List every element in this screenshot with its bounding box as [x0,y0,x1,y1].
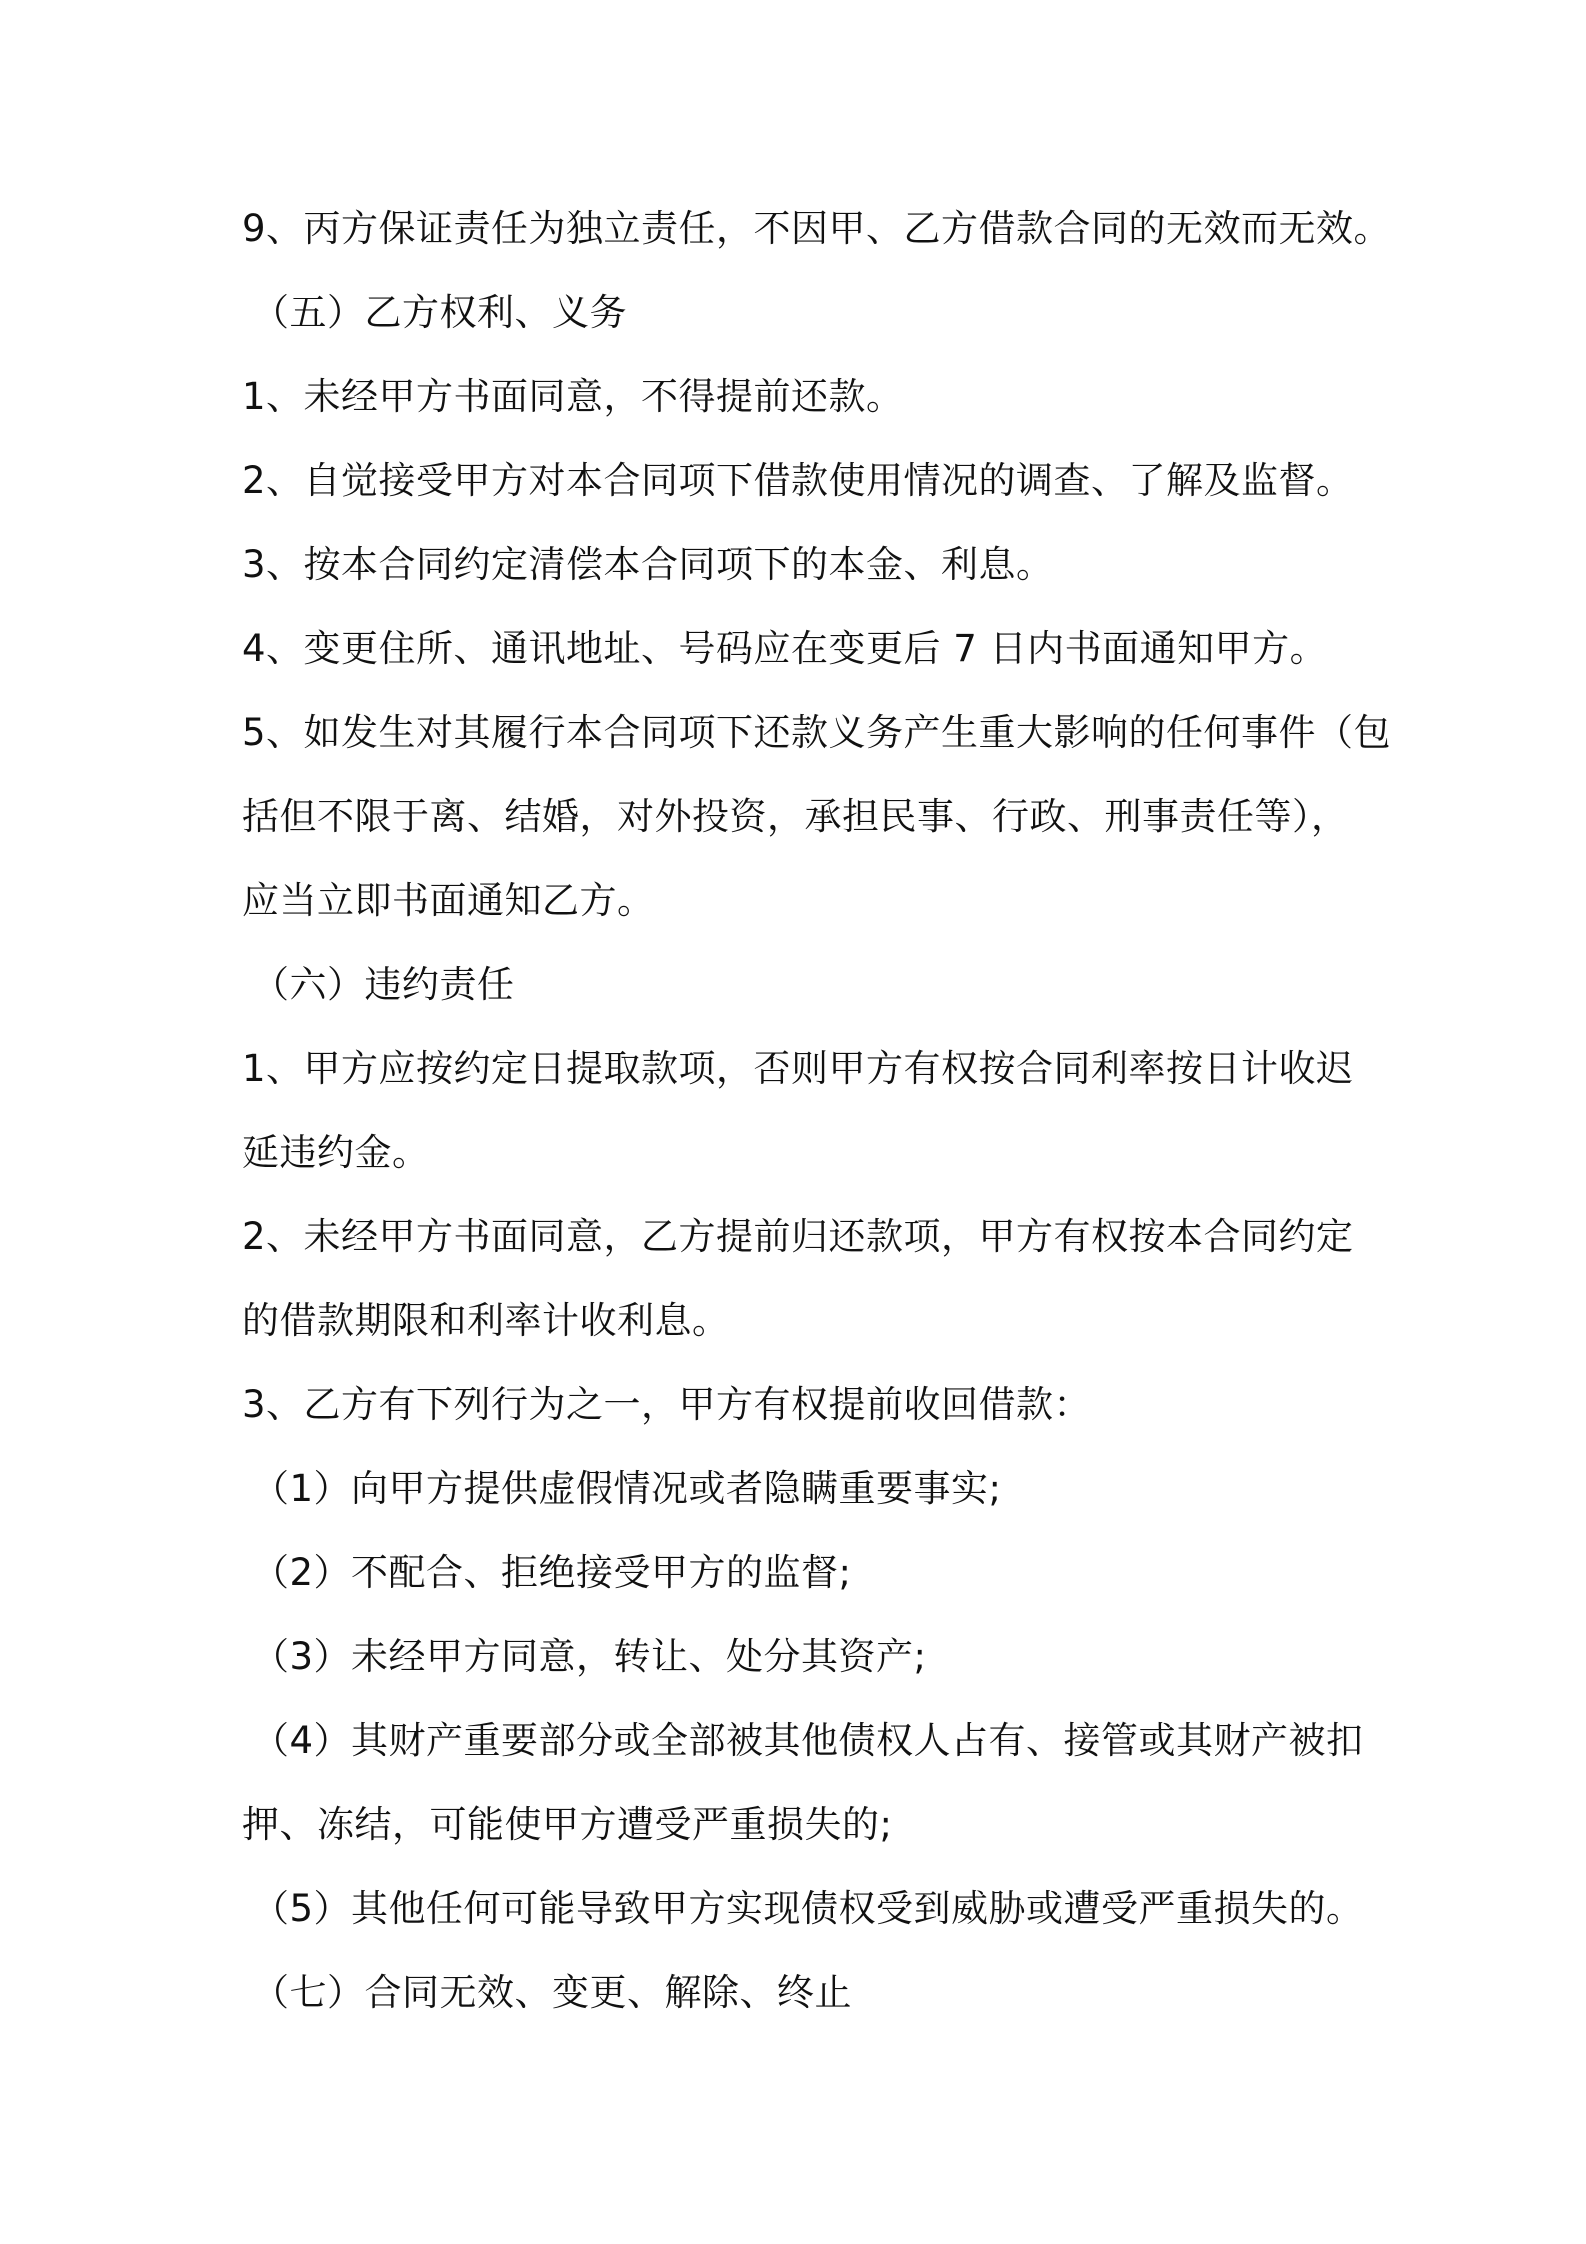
clause-6-1-line-2: 延违约金。 [242,1131,430,1174]
clause-5-5-line-1: 5、如发生对其履行本合同项下还款义务产生重大影响的任何事件（包 [242,711,1392,754]
clause-6-3-item-3: （3）未经甲方同意，转让、处分其资产; [252,1635,927,1678]
clause-9-guarantee-independent: 9、丙方保证责任为独立责任，不因甲、乙方借款合同的无效而无效。 [242,207,1392,250]
clause-6-3-item-5: （5）其他任何可能导致甲方实现债权受到威胁或遭受严重损失的。 [252,1887,1364,1930]
clause-5-4: 4、变更住所、通讯地址、号码应在变更后 7 日内书面通知甲方。 [242,627,1328,670]
clause-6-3-item-4-line-1: （4）其财产重要部分或全部被其他债权人占有、接管或其财产被扣 [252,1719,1364,1762]
clause-5-2: 2、自觉接受甲方对本合同项下借款使用情况的调查、了解及监督。 [242,459,1354,502]
section-5-heading: （五）乙方权利、义务 [252,291,627,334]
clause-6-3: 3、乙方有下列行为之一，甲方有权提前收回借款： [242,1383,1092,1426]
clause-5-1: 1、未经甲方书面同意，不得提前还款。 [242,375,904,418]
clause-6-3-item-4-line-2: 押、冻结，可能使甲方遭受严重损失的; [242,1803,893,1846]
clause-6-1-line-1: 1、甲方应按约定日提取款项，否则甲方有权按合同利率按日计收迟 [242,1047,1354,1090]
section-6-heading: （六）违约责任 [252,963,515,1006]
section-7-heading: （七）合同无效、变更、解除、终止 [252,1971,852,2014]
clause-5-5-line-3: 应当立即书面通知乙方。 [242,879,655,922]
clause-6-3-item-1: （1）向甲方提供虚假情况或者隐瞒重要事实; [252,1467,1002,1510]
clause-6-2-line-2: 的借款期限和利率计收利息。 [242,1299,730,1342]
clause-6-2-line-1: 2、未经甲方书面同意，乙方提前归还款项，甲方有权按本合同约定 [242,1215,1354,1258]
clause-5-5-line-2: 括但不限于离、结婚，对外投资，承担民事、行政、刑事责任等）， [242,795,1349,838]
clause-5-3: 3、按本合同约定清偿本合同项下的本金、利息。 [242,543,1054,586]
clause-6-3-item-2: （2）不配合、拒绝接受甲方的监督; [252,1551,852,1594]
